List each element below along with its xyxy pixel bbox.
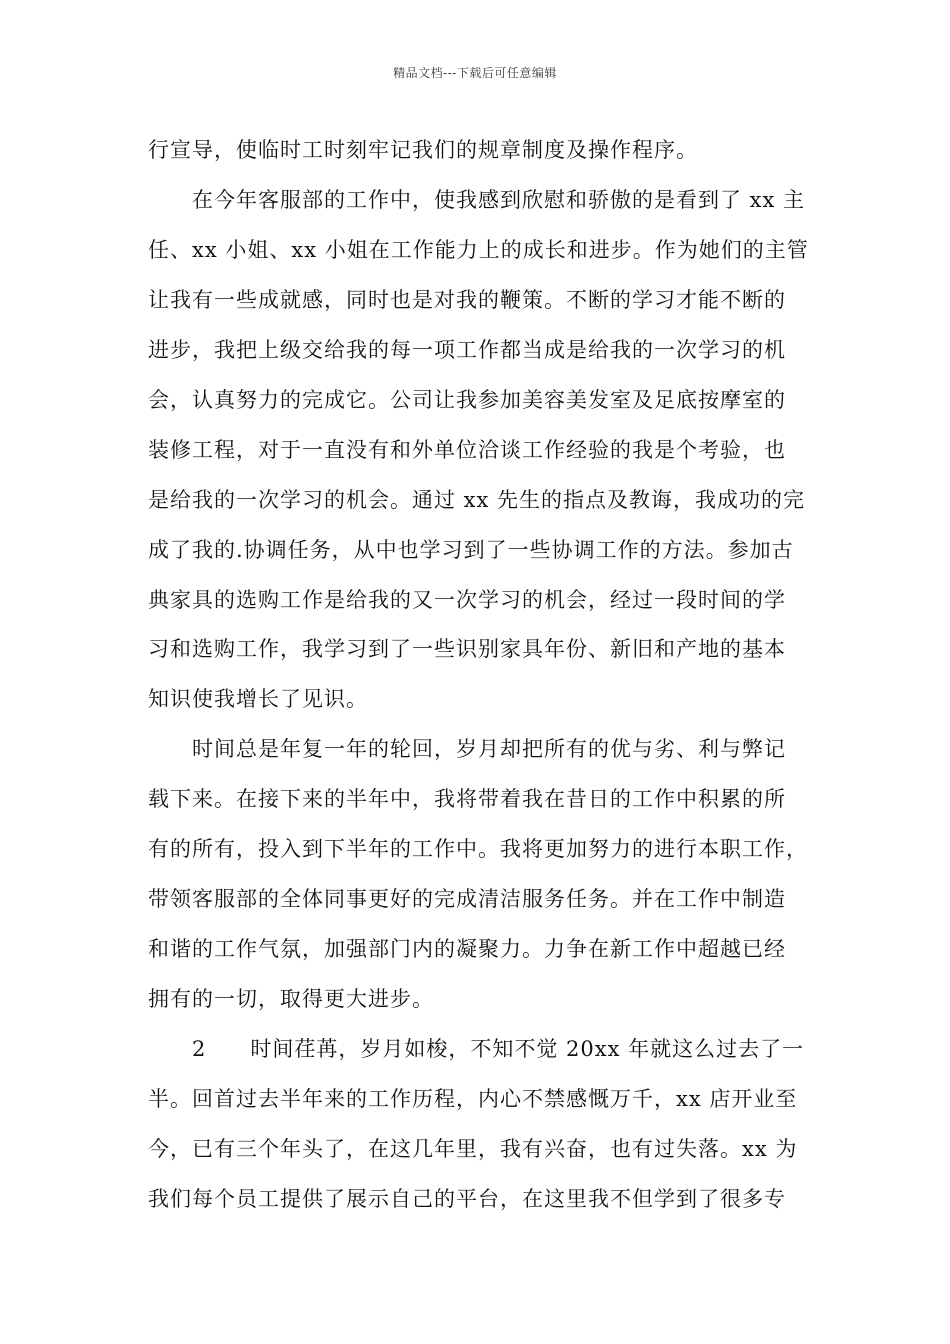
text-line: 有的所有，投入到下半年的工作中。我将更加努力的进行本职工作， (148, 837, 808, 861)
text-line: 典家具的选购工作是给我的又一次学习的机会，经过一段时间的学 (148, 588, 786, 612)
text-line: 知识使我增长了见识。 (148, 687, 368, 711)
text-line: 装修工程，对于一直没有和外单位洽谈工作经验的我是个考验，也 (148, 438, 786, 462)
text-line: 时间总是年复一年的轮回，岁月却把所有的优与劣、利与弊记 (148, 737, 786, 761)
text-line: 是给我的一次学习的机会。通过 xx 先生的指点及教诲，我成功的完 (148, 488, 806, 512)
text-line: 载下来。在接下来的半年中，我将带着我在昔日的工作中积累的所 (148, 787, 786, 811)
text-line: 进步，我把上级交给我的每一项工作都当成是给我的一次学习的机 (148, 338, 786, 362)
text-line: 让我有一些成就感，同时也是对我的鞭策。不断的学习才能不断的 (148, 288, 786, 312)
text-line: 习和选购工作，我学习到了一些识别家具年份、新旧和产地的基本 (148, 637, 786, 661)
text-line: 今，已有三个年头了，在这几年里，我有兴奋，也有过失落。xx 为 (148, 1137, 798, 1161)
text-line: 任、xx 小姐、xx 小姐在工作能力上的成长和进步。作为她们的主管 (148, 238, 809, 262)
text-line: 我们每个员工提供了展示自己的平台，在这里我不但学到了很多专 (148, 1187, 786, 1211)
text-line: 带领客服部的全体同事更好的完成清洁服务任务。并在工作中制造 (148, 887, 786, 911)
text-line: 2 时间荏苒，岁月如梭，不知不觉 20xx 年就这么过去了一 (148, 1037, 805, 1061)
page-header: 精品文档---下载后可任意编辑 (393, 66, 557, 80)
text-line: 会，认真努力的完成它。公司让我参加美容美发室及足底按摩室的 (148, 388, 786, 412)
text-line: 行宣导，使临时工时刻牢记我们的规章制度及操作程序。 (148, 138, 698, 162)
text-line: 半。回首过去半年来的工作历程，内心不禁感慨万千，xx 店开业至 (148, 1087, 798, 1111)
text-line: 拥有的一切，取得更大进步。 (148, 987, 434, 1011)
text-line: 和谐的工作气氛，加强部门内的凝聚力。力争在新工作中超越已经 (148, 937, 786, 961)
text-line: 在今年客服部的工作中，使我感到欣慰和骄傲的是看到了 xx 主 (148, 188, 806, 212)
text-line: 成了我的.协调任务，从中也学习到了一些协调工作的方法。参加古 (148, 538, 794, 562)
